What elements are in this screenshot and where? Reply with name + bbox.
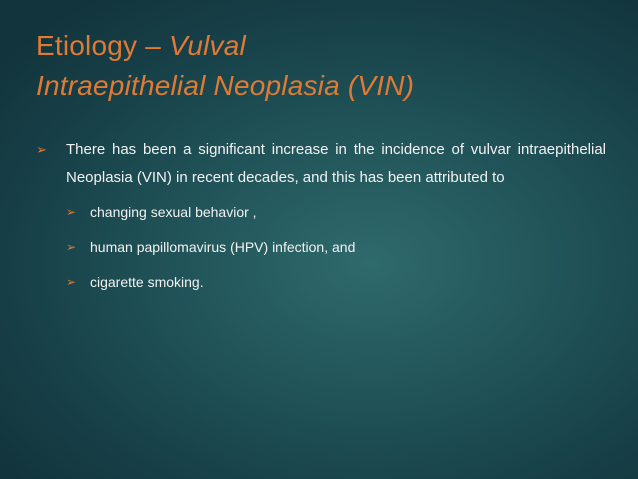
sub-bullet-text: cigarette smoking.: [90, 274, 204, 290]
arrow-bullet-icon: ➢: [66, 275, 77, 289]
sub-bullet-text: human papillomavirus (HPV) infection, and: [90, 239, 356, 255]
sub-bullet-list: [36, 202, 606, 292]
title-line-2: Intraepithelial Neoplasia (VIN): [36, 70, 415, 101]
title-line-1: [36, 26, 616, 66]
arrow-bullet-icon: ➢: [36, 142, 47, 157]
main-bullet-text: There has been a significant increase in the incidence of vulvar intraepithelial Neoplasia (VIN) in recent decades, and this has been attributed to: [66, 141, 606, 186]
sub-bullet-item: [66, 272, 606, 292]
title-italic-text-1: Vulval: [168, 30, 246, 61]
title-main-text: Etiology –: [36, 30, 169, 61]
arrow-bullet-icon: ➢: [66, 240, 77, 254]
slide-body: [36, 136, 606, 307]
arrow-bullet-icon: ➢: [66, 205, 77, 219]
sub-bullet-item: [66, 202, 606, 222]
sub-bullet-item: [66, 237, 606, 257]
slide-title: [36, 26, 616, 106]
sub-bullet-text: changing sexual behavior ,: [90, 204, 257, 220]
main-bullet: [36, 136, 606, 192]
